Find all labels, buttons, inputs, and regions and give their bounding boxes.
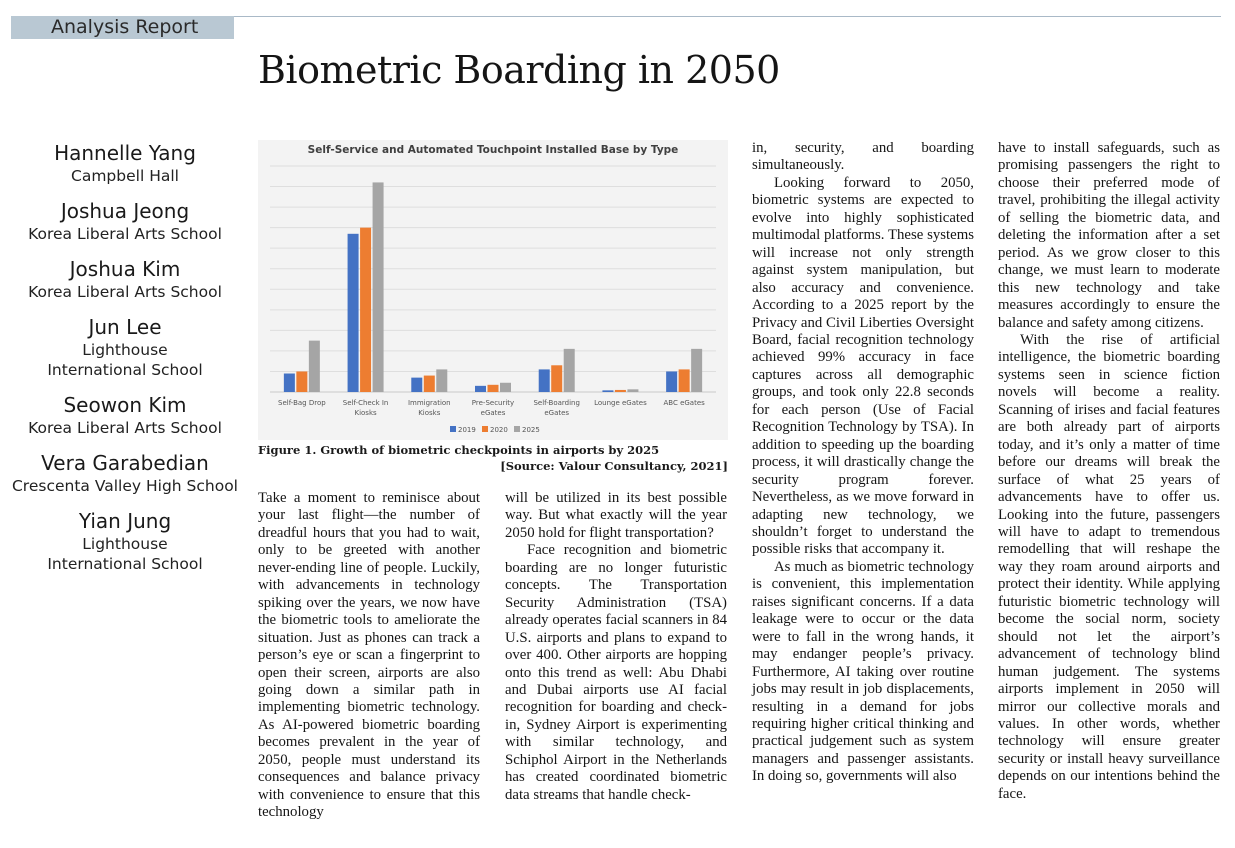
bar-2020	[551, 365, 562, 392]
article-column-1	[258, 490, 480, 822]
paragraph: Take a moment to reminisce about your last flight—the number of dreadful hours that you had to wait, only to be greeted with another never-ending line of people. Luckily, with advancements in technology spiking over the years, we now have the biometric tools to ameliorate the situation. Just as phones can track a person’s eye or scan a fingerprint to open their screen, airports are also going down a similar path in implementing biometric technology. As AI-powered biometric boarding becomes prevalent in the year of 2050, people must understand its consequences and balance privacy with convenience to ensure that this technology	[258, 490, 480, 821]
legend-swatch-2019	[450, 426, 456, 432]
bar-2025	[436, 369, 447, 392]
x-tick-label: Self-Bag Drop	[278, 399, 326, 407]
bar-2019	[475, 386, 486, 392]
section-label: Analysis Report	[11, 16, 234, 39]
x-tick-label: Pre-Security	[471, 399, 515, 407]
bar-chart	[258, 140, 728, 440]
author-school: Campbell Hall	[71, 167, 179, 185]
bar-2025	[627, 389, 638, 392]
legend-label: 2025	[522, 426, 540, 434]
bar-2020	[424, 376, 435, 392]
author-school: Lighthouse International School	[47, 535, 203, 573]
x-tick-label: Self-Check In	[342, 399, 389, 407]
author	[8, 140, 242, 186]
bar-2025	[564, 349, 575, 392]
x-tick-label: Lounge eGates	[594, 399, 647, 407]
author-school: Korea Liberal Arts School	[28, 419, 222, 437]
bar-2020	[488, 385, 499, 392]
x-tick-label: eGates	[480, 409, 506, 417]
bar-2025	[373, 182, 384, 392]
bar-2020	[679, 369, 690, 392]
x-tick-label: Kiosks	[354, 409, 377, 417]
author	[8, 508, 242, 574]
author-name: Jun Lee	[88, 315, 162, 339]
bar-2025	[500, 383, 511, 392]
author-name: Vera Garabedian	[41, 451, 209, 475]
paragraph: in, security, and boarding simultaneously.	[752, 140, 974, 174]
bar-2019	[411, 378, 422, 392]
article-column-2	[505, 490, 727, 804]
bar-2019	[284, 374, 295, 392]
x-tick-label: Self-Boarding	[533, 399, 580, 407]
bar-2020	[296, 371, 307, 392]
legend-swatch-2025	[514, 426, 520, 432]
header-rule	[234, 16, 1221, 17]
paragraph: have to install safeguards, such as promising passengers the right to choose their preferred mode of travel, prohibiting the illegal activity of selling the biometric data, and deleting the information after a set period. As we grow closer to this change, we must learn to moderate this new technology and take measures accordingly to ensure the balance and safety among citizens.	[998, 140, 1220, 331]
x-tick-label: eGates	[544, 409, 570, 417]
bar-2020	[360, 228, 371, 392]
author-name: Seowon Kim	[63, 393, 187, 417]
author-name: Hannelle Yang	[54, 141, 196, 165]
legend-label: 2019	[458, 426, 476, 434]
bar-2019	[602, 390, 613, 392]
bar-2019	[539, 369, 550, 392]
legend-swatch-2020	[482, 426, 488, 432]
x-tick-label: Immigration	[407, 399, 451, 407]
author	[8, 450, 242, 496]
author-name: Yian Jung	[78, 509, 172, 533]
author-name: Joshua Jeong	[60, 199, 190, 223]
paragraph: Looking forward to 2050, biometric systems are expected to evolve into highly sophisticated multimodal platforms. These systems will increase not only strength against system manipulation, but also accuracy and convenience. According to a 2025 report by the Privacy and Civil Liberties Oversight Board, facial recognition technology achieved 99% accuracy in face captures across all demographic groups, and took only 22.8 seconds for each person (Use of Facial Recognition Technology by TSA). In addition to speeding up the boarding process, it will drastically change the security program forever. Nevertheless, as we move forward in adapting new technology, we shouldn’t forget to understand the possible risks that accompany it.	[752, 174, 974, 558]
x-tick-label: ABC eGates	[663, 399, 705, 407]
bar-2019	[666, 371, 677, 392]
author	[8, 314, 242, 380]
bar-2020	[615, 390, 626, 392]
author	[8, 198, 242, 244]
bar-2019	[348, 234, 359, 392]
article-column-4	[998, 140, 1220, 803]
author-school: Korea Liberal Arts School	[28, 283, 222, 301]
paragraph: Face recognition and biometric boarding are no longer futuristic concepts. The Transportation Security Administration (TSA) already operates facial scanners in 84 U.S. airports and plans to expand to over 400. Other airports are hopping onto this trend as well: Abu Dhabi and Dubai airports use AI facial recognition for boarding and check-in, Sydney Airport is experimenting with similar technology, and Schiphol Airport in the Netherlands has created coordinated biometric data streams that handle check-	[505, 542, 727, 803]
author-list	[8, 140, 242, 586]
author-school: Korea Liberal Arts School	[28, 225, 222, 243]
article-title: Biometric Boarding in 2050	[258, 48, 780, 92]
article-column-3	[752, 140, 974, 786]
figure-caption: Figure 1. Growth of biometric checkpoints in airports by 2025	[258, 443, 660, 457]
legend-label: 2020	[490, 426, 508, 434]
author-school: Lighthouse International School	[47, 341, 203, 379]
chart-title: Self-Service and Automated Touchpoint Installed Base by Type	[307, 144, 679, 156]
x-tick-label: Kiosks	[418, 409, 441, 417]
paragraph: will be utilized in its best possible way. But what exactly will the year 2050 hold for flight transportation?	[505, 490, 727, 541]
bar-2025	[691, 349, 702, 392]
author	[8, 256, 242, 302]
bar-2025	[309, 341, 320, 392]
paragraph: With the rise of artificial intelligence, the biometric boarding systems seen in science fiction novels will become a reality. Scanning of irises and facial features are both already part of airports today, and it’s only a matter of time before our dreams will break the surface of what 25 years of advancements have to offer us. Looking into the future, passengers will have to adapt to tremendous remodelling that will reshape the way they roam around airports and protect their identity. While applying futuristic biometric technology will become the social norm, society should not let the airport’s advancement of technology blind human judgement. The systems airports implement in 2050 will mirror our collective morals and values. In other words, whether technology will ensure greater security or install heavy surveillance depends on our intentions behind the face.	[998, 331, 1220, 802]
author-school: Crescenta Valley High School	[11, 477, 238, 495]
author-name: Joshua Kim	[69, 257, 181, 281]
figure-chart	[258, 140, 728, 440]
figure-caption-block	[258, 442, 728, 474]
figure-source: [Source: Valour Consultancy, 2021]	[500, 459, 728, 473]
paragraph: As much as biometric technology is convenient, this implementation raises significant concerns. If a data leakage were to occur or the data were to fall in the wrong hands, it may endanger people’s privacy. Furthermore, AI taking over routine jobs may result in job displacements, resulting in a demand for jobs requiring higher critical thinking and practical judgement such as system managers and passenger assistants. In doing so, governments will also	[752, 558, 974, 785]
author	[8, 392, 242, 438]
